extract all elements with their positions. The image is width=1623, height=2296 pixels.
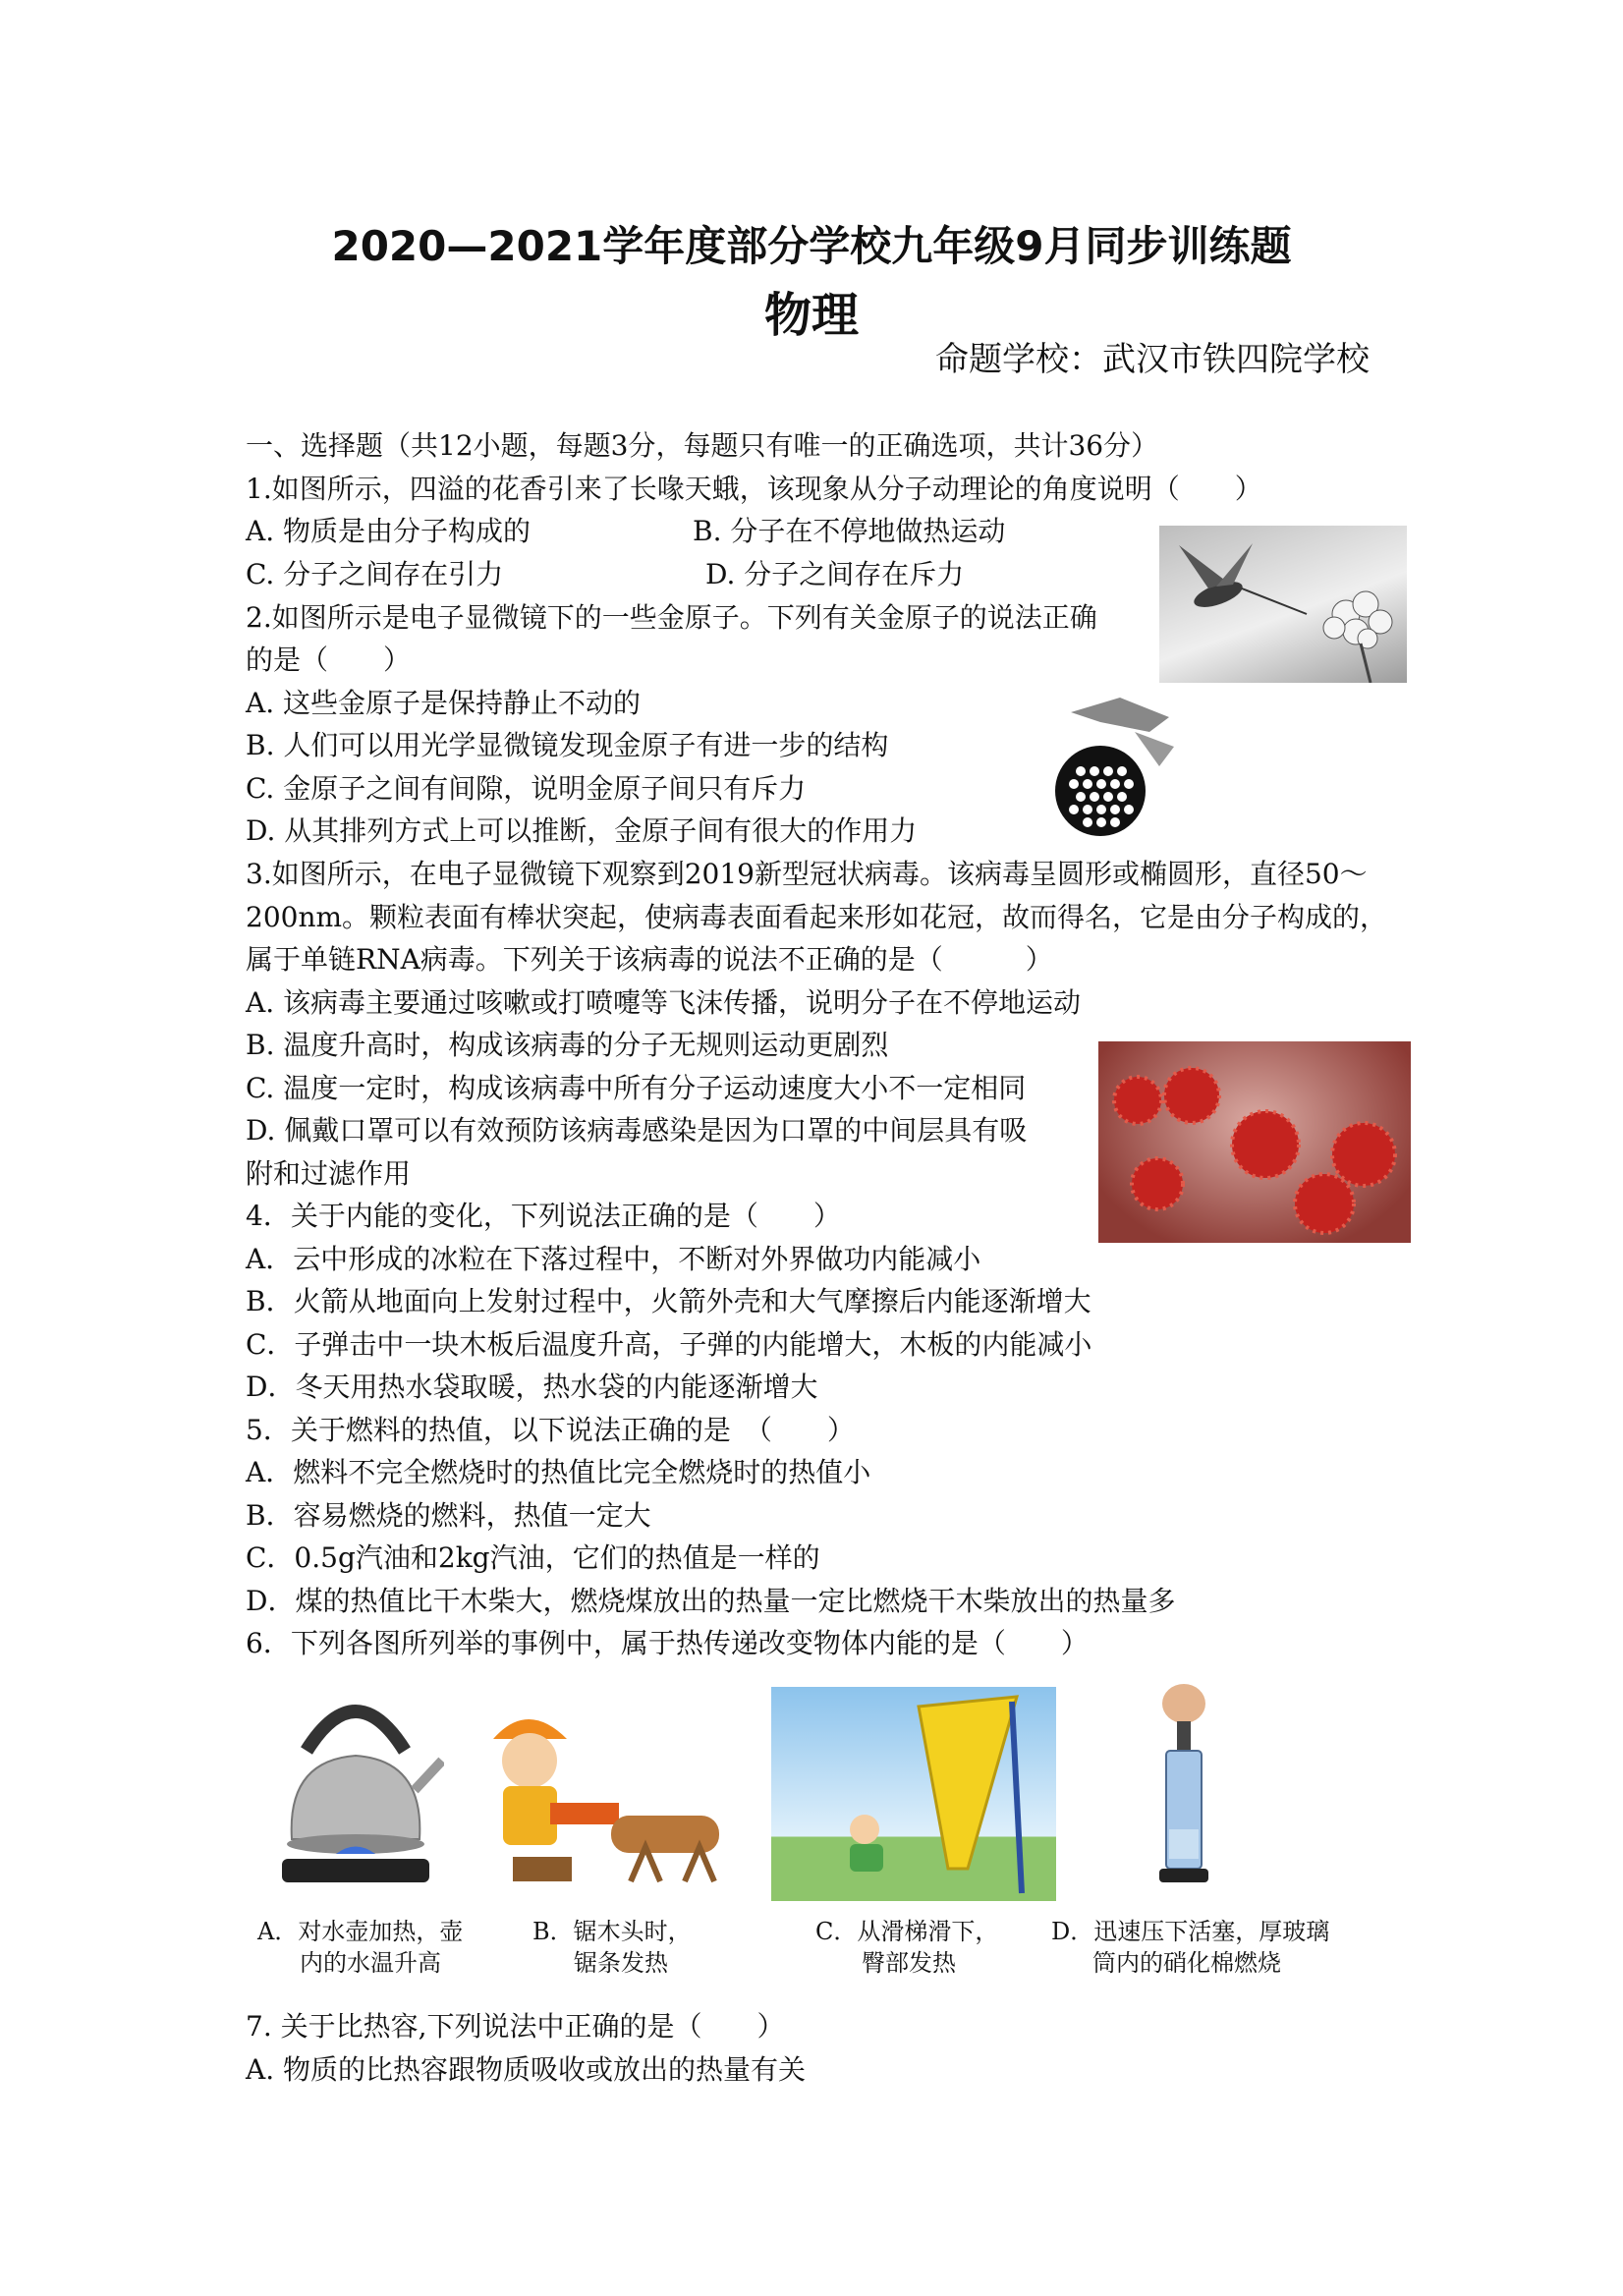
- sawing-wood-image: [474, 1700, 739, 1891]
- q2-option-a: A. 这些金原子是保持静止不动的: [246, 687, 642, 719]
- q3-stem-line3: 属于单链RNA病毒。下列关于该病毒的说法不正确的是（ ）: [246, 943, 1053, 976]
- q6-caption-b-line1: B．锯木头时，: [532, 1918, 692, 1945]
- q3-stem-line2: 200nm。颗粒表面有棒状突起，使病毒表面看起来形如花冠，故而得名，它是由分子构成的，: [246, 901, 1388, 933]
- q6-caption-d-line2: 筒内的硝化棉燃烧: [1092, 1949, 1281, 1977]
- piston-cylinder-image: [1140, 1682, 1228, 1903]
- gold-atoms-image: [1041, 693, 1179, 840]
- hawkmoth-flower-image: [1159, 526, 1407, 683]
- q4-option-a: A．云中形成的冰粒在下落过程中，不断对外界做功内能减小: [246, 1243, 981, 1275]
- q2-stem-line2: 的是（ ）: [246, 644, 412, 676]
- q2-stem-line1: 2.如图所示是电子显微镜下的一些金原子。下列有关金原子的说法正确: [246, 601, 1097, 634]
- coronavirus-image: [1098, 1041, 1411, 1243]
- q4-option-c: C．子弹击中一块木板后温度升高，子弹的内能增大，木板的内能减小: [246, 1328, 1092, 1361]
- q5-stem: 5．关于燃料的热值，以下说法正确的是 （ ）: [246, 1414, 855, 1446]
- q6-caption-c-line2: 臀部发热: [862, 1949, 956, 1977]
- q6-caption-b-line2: 锯条发热: [574, 1949, 668, 1977]
- section-heading: 一、选择题（共12小题，每题3分，每题只有唯一的正确选项，共计36分）: [246, 429, 1159, 462]
- kettle-heating-image: [267, 1682, 444, 1893]
- q6-caption-d-line1: D．迅速压下活塞，厚玻璃: [1051, 1918, 1330, 1945]
- exam-title: 2020—2021学年度部分学校九年级9月同步训练题: [331, 222, 1292, 270]
- q4-stem: 4．关于内能的变化，下列说法正确的是（ ）: [246, 1200, 841, 1232]
- q7-stem: 7. 关于比热容,下列说法中正确的是（ ）: [246, 2010, 785, 2043]
- q5-option-a: A．燃料不完全燃烧时的热值比完全燃烧时的热值小: [246, 1456, 871, 1488]
- q2-option-c: C. 金原子之间有间隙，说明金原子间只有斥力: [246, 772, 807, 805]
- q6-caption-a-line2: 内的水温升高: [300, 1949, 441, 1977]
- q3-option-d-line2: 附和过滤作用: [246, 1157, 412, 1190]
- q3-stem-line1: 3.如图所示，在电子显微镜下观察到2019新型冠状病毒。该病毒呈圆形或椭圆形，直径50～: [246, 858, 1368, 890]
- q5-option-d: D．煤的热值比干木柴大，燃烧煤放出的热量一定比燃烧干木柴放出的热量多: [246, 1585, 1176, 1617]
- q3-option-d-line1: D. 佩戴口罩可以有效预防该病毒感染是因为口罩的中间层具有吸: [246, 1114, 1028, 1147]
- q4-option-b: B．火箭从地面向上发射过程中，火箭外壳和大气摩擦后内能逐渐增大: [246, 1285, 1091, 1317]
- q5-option-b: B．容易燃烧的燃料，热值一定大: [246, 1499, 651, 1532]
- q1-option-a: A. 物质是由分子构成的: [246, 515, 532, 547]
- q2-option-b: B. 人们可以用光学显微镜发现金原子有进一步的结构: [246, 729, 889, 761]
- q2-option-d: D. 从其排列方式上可以推断，金原子间有很大的作用力: [246, 814, 918, 847]
- q3-option-c: C. 温度一定时，构成该病毒中所有分子运动速度大小不一定相同: [246, 1072, 1027, 1104]
- slide-image: [771, 1687, 1056, 1901]
- q3-option-a: A. 该病毒主要通过咳嗽或打喷嚏等飞沫传播，说明分子在不停地运动: [246, 986, 1082, 1019]
- q3-option-b: B. 温度升高时，构成该病毒的分子无规则运动更剧烈: [246, 1029, 889, 1061]
- q6-caption-c-line1: C．从滑梯滑下，: [815, 1918, 999, 1945]
- q5-option-c: C．0.5g汽油和2kg汽油，它们的热值是一样的: [246, 1541, 820, 1574]
- q4-option-d: D．冬天用热水袋取暖，热水袋的内能逐渐增大: [246, 1371, 818, 1403]
- q1-option-c: C. 分子之间存在引力: [246, 558, 504, 590]
- subject-title: 物理: [763, 288, 859, 343]
- q6-stem: 6．下列各图所列举的事例中，属于热传递改变物体内能的是（ ）: [246, 1627, 1089, 1659]
- school-line: 命题学校：武汉市铁四院学校: [935, 340, 1370, 379]
- q6-caption-a-line1: A．对水壶加热，壶: [257, 1918, 464, 1945]
- q1-option-d: D. 分子之间存在斥力: [705, 558, 965, 590]
- q7-option-a: A. 物质的比热容跟物质吸收或放出的热量有关: [246, 2053, 807, 2086]
- q1-stem: 1.如图所示，四溢的花香引来了长喙天蛾，该现象从分子动理论的角度说明（ ）: [246, 473, 1262, 505]
- q1-option-b: B. 分子在不停地做热运动: [693, 515, 1006, 547]
